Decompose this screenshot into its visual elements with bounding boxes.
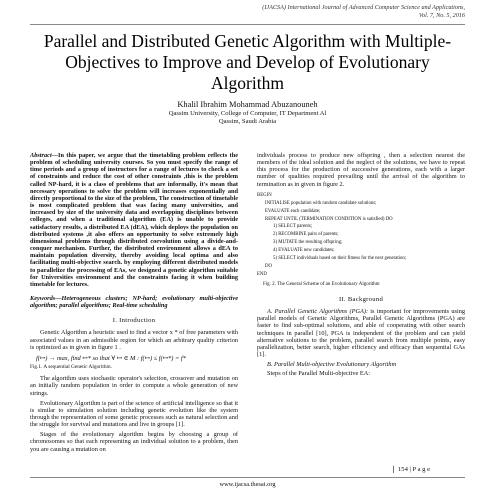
subsection-b-text: Steps of the Parallel Multi-objective EA:: [267, 370, 371, 378]
journal-name: (IJACSA) International Journal of Advanced Computer Science and Applications,: [262, 4, 465, 11]
figure-2-caption: Fig. 2. The General Scheme of an Evolutionary Algorithm: [263, 281, 380, 287]
subsection-a-text: is important for improvements using parallel models of Genetic Algorithms, Parallel Genetic Algorithms (PGA) are faster to find sub-optimal solutions, and able of cooperating with other search techniques in parallel [10], PGA is independent of the problem and can yield alternative solutions to the problem, parallel search from multiple points, easy parallelization, better search, higher efficiency and efficacy than sequential GAs [1].: [257, 308, 465, 358]
footer-url: www.ijacsa.thesai.org: [219, 481, 276, 488]
author-name: Khalil Ibrahim Mohammad Abuzanouneh: [177, 100, 318, 109]
algorithm-line: DO: [265, 263, 272, 269]
left-column: [30, 152, 238, 456]
abstract-text: —In this paper, we argue that the timetabling problem reflects the problem of scheduling university courses. So you must specify the range of time periods and a group of instructors for a range of lectures to check a set of constraints and reduce the cost of other constraints ,this is the problem called NP-hard, it is a class of problems that are informally, it's mean that necessary operations to solve the problem will increases exponentially and directly proportional to the size of the problem, The construction of timetable is most complicated problem that was facing many universities, and increased by size of the university data and overlapping disciplines between colleges, and when a traditional algorithm (EA) is unable to provide satisfactory results, a distributed EA (dEA), which deploys the population on distributed systems ,it also offers an opportunity to solve extremely high dimensional problems through distributed coevolution using a divide-and-conquer mechanism. Further, the distributed environment allows a dEA to maintain population diversity, thereby avoiding local optima and also facilitating multi-objective search. by employing different distributed models to parallelize the processing of EAs, we designed a genetic algorithm suitable for Universities environment and the constraints facing it when building timetable for lectures.: [30, 152, 238, 288]
author-block: [30, 100, 465, 127]
fitness-equation: f(↦) → max, find ↦* so that ∀ ↦ ∈ M : f(↦) ≤ f(↦*) = f*: [36, 354, 186, 362]
intro-paragraph-1: Genetic Algorithm a heuristic used to find a vector x * of free parameters with associated values in an admissible region for which an arbitrary quality criterion is optimized as in given in figure 1 .: [30, 329, 238, 351]
right-paragraph-1: individuals process to produce new offspring , then a selection nearest the members of the ideal solution and the neglect of the solutions, we have to repeat this process for the production of successive generations, each with a larger number of qualities required prevailing until the arrival of the algorithm to termination as in given in figure 2.: [257, 152, 465, 188]
subsection-b: [257, 361, 465, 368]
algorithm-pseudocode: [257, 192, 465, 279]
right-column: [257, 152, 465, 380]
algorithm-line: END: [257, 271, 267, 277]
algorithm-line: 3) MUTATE the resulting offspring;: [273, 240, 343, 246]
keywords-text: —Heterogeneous clusters; NP-hard; evolutionary multi-objective algorithm; parallel algorithms; Real-time scheduling: [30, 294, 238, 310]
figure-1-caption: Fig.1. A sequential Genetic Algorithm.: [30, 364, 112, 371]
paper-title: Parallel and Distributed Genetic Algorithm with Multiple-Objectives to Improve and Develop of Evolutionary Algorithm: [43, 31, 452, 93]
keywords-label: Keywords: [30, 294, 56, 302]
algorithm-line: 1) SELECT parents;: [273, 224, 313, 230]
algorithm-line: 5) SELECT individuals based on their fitness for the next generation;: [273, 256, 407, 262]
abstract-label: Abstract: [30, 152, 52, 159]
author-affiliation: Qassim University, College of Computer, IT Department Al: [168, 110, 327, 117]
subsection-a: [257, 308, 465, 358]
keywords: [30, 295, 238, 309]
intro-paragraph-3: Evolutionary Algorithm is part of the science of artificial intelligence so that it is similar to simulation solution including genetic evolution like the system through the representation of some genetic processes such as natural selection and the struggle for survival and mutations and live in groups [1].: [30, 399, 238, 429]
intro-paragraph-4: Stages of the evolutionary algorithm begins by choosing a group of chromosomes so that each representing an individual solution to a problem, then you are causing a mutation on: [30, 431, 238, 453]
algorithm-line: REPEAT UNTIL (TERMINATION CONDITION is satisfied) DO: [265, 216, 393, 222]
algorithm-line: EVALUATE each candidate;: [265, 208, 321, 214]
algorithm-line: 2) RECOMBINE pairs of parents;: [273, 232, 339, 238]
footer-divider: [30, 477, 465, 478]
subsection-a-label: A. Parallel Genetic Algorithms (PGA):: [267, 308, 369, 316]
page-number: 154 | P a g e: [393, 466, 430, 473]
algorithm-line: BEGIN: [257, 192, 272, 198]
section-heading-introduction: I. Introduction: [112, 317, 156, 325]
section-heading-background: II. Background: [338, 295, 384, 303]
journal-header: [35, 4, 465, 19]
algorithm-line: INITIALISE population with random candidate solutions;: [265, 200, 377, 206]
subsection-b-label: B. Parallel Multi-objective Evolutionary Algorithm: [267, 361, 397, 369]
author-location: Qassim, Saudi Arabia: [218, 118, 277, 126]
abstract: [30, 152, 238, 288]
algorithm-line: 4) EVALUATE new candidates;: [273, 248, 335, 254]
header-divider: [30, 24, 465, 25]
journal-volume: Vol. 7, No. 5, 2016: [418, 11, 465, 19]
intro-paragraph-2: The algorithm uses stochastic operator's selection, crossover and mutation on an initially random population in order to compute a whole generation of new strings.: [30, 375, 238, 397]
